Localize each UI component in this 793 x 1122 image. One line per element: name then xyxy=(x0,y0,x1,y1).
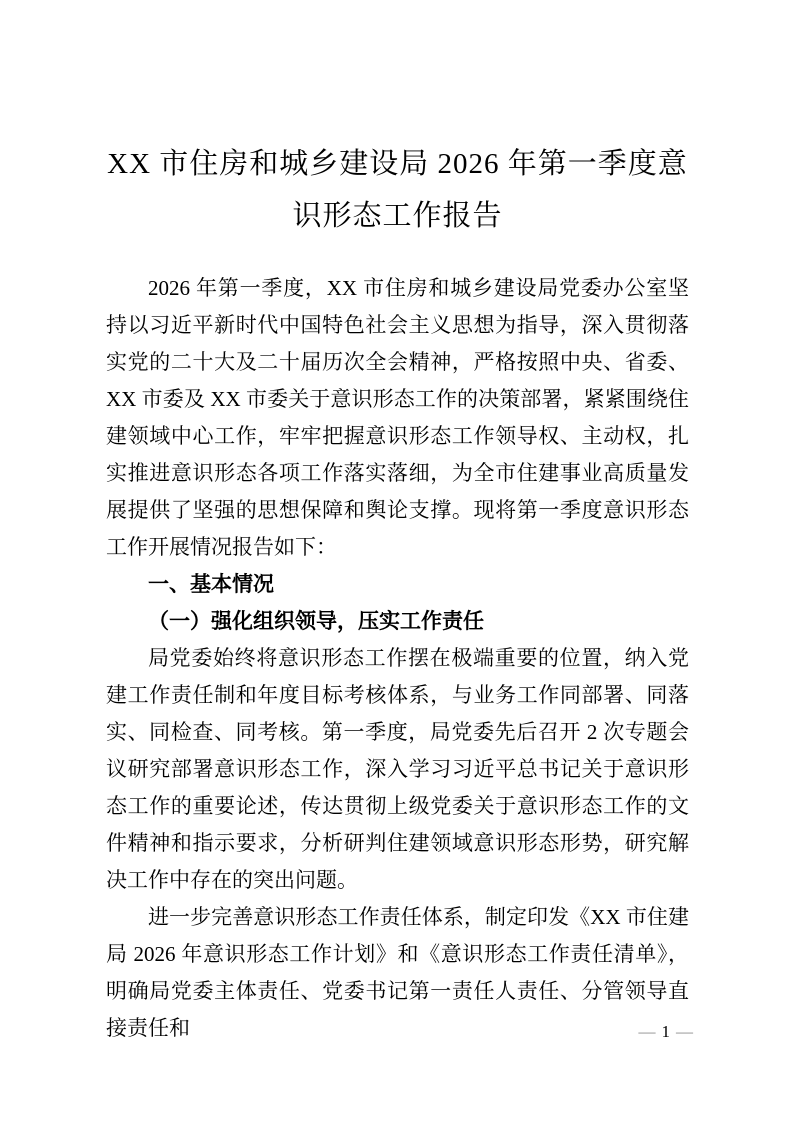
page-number xyxy=(633,1022,700,1042)
document-title: XX 市住房和城乡建设局 2026 年第一季度意识形态工作报告 xyxy=(107,148,688,232)
intro-paragraph: 2026 年第一季度，XX 市住房和城乡建设局党委办公室坚持以习近平新时代中国特色社会主义思想为指导，深入贯彻落实党的二十大及二十届历次全会精神，严格按照中央、省委、XX 市委及 XX 市委关于意识形态工作的决策部署，紧紧围绕住建领域中心工作，牢牢把握意识形态工作领导权、主动权，扎实推进意识形态各项工作落实落细，为全市住建事业高质量发展提供了坚强的思想保障和舆论支撑。现将第一季度意识形态工作开展情况报告如下： xyxy=(106,276,689,559)
page-number-value: 1 xyxy=(661,1022,670,1041)
subsection-heading-organization-leadership: （一）强化组织领导，压实工作责任 xyxy=(148,609,484,633)
page-number-dash-left: — xyxy=(638,1022,656,1041)
section-heading-basic-situation: 一、基本情况 xyxy=(148,573,274,596)
page-number-dash-right: — xyxy=(676,1022,693,1041)
body-paragraph: 进一步完善意识形态工作责任体系，制定印发《XX 市住建局 2026 年意识形态工作计划》和《意识形态工作责任清单》，明确局党委主体责任、党委书记第一责任人责任、分管领导直接责任和 xyxy=(106,905,689,1040)
body-paragraph: 局党委始终将意识形态工作摆在极端重要的位置，纳入党建工作责任制和年度目标考核体系，与业务工作同部署、同落实、同检查、同考核。第一季度，局党委先后召开 2 次专题会议研究部署意识形态工作，深入学习习近平总书记关于意识形态工作的重要论述，传达贯彻上级党委关于意识形态工作的文件精神和指示要求，分析研判住建领域意识形态形势，研究解决工作中存在的突出问题。 xyxy=(106,646,689,892)
